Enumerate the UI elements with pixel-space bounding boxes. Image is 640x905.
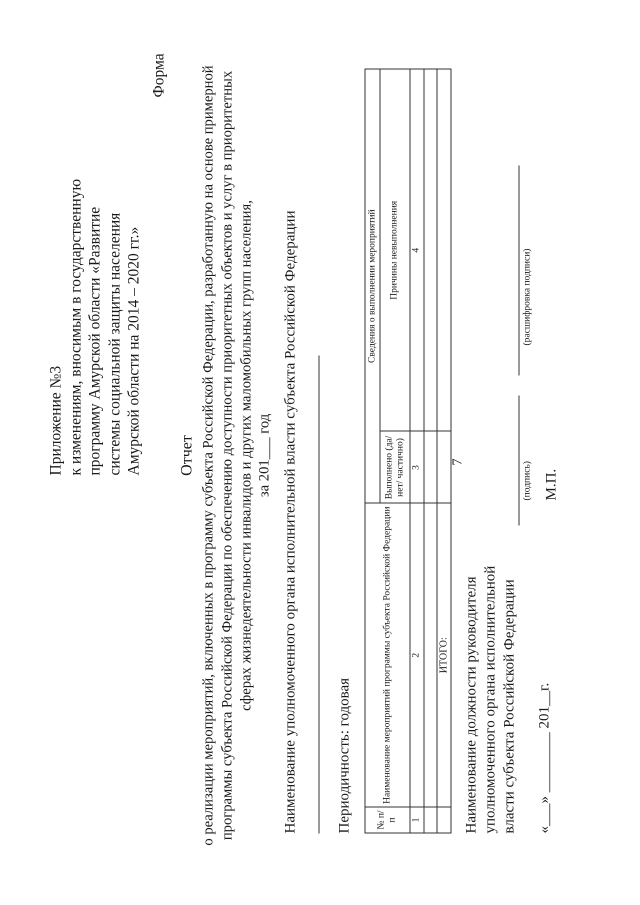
appendix-line: к изменениям, вносимым в государственную xyxy=(66,178,84,475)
table-cell xyxy=(424,807,437,833)
report-title: Отчет xyxy=(178,434,195,476)
signatory-line: власти субъекта Российской Федерации xyxy=(501,578,517,833)
header-reasons: Причины невыполнения xyxy=(380,69,410,432)
appendix-line: системы социальной защиты населения xyxy=(105,212,123,475)
appendix-line: программу Амурской области «Развитие xyxy=(86,206,103,475)
table-cell xyxy=(424,431,437,503)
table-cell xyxy=(437,807,451,833)
col-number: 2 xyxy=(410,503,424,807)
header-name: Наименование мероприятий программы субъекта Российской Федерации xyxy=(365,503,410,807)
date-field: «___» ________ 201__г. xyxy=(536,682,552,833)
col-number: 4 xyxy=(410,69,424,432)
total-label: ИТОГО: xyxy=(437,503,451,807)
table-cell xyxy=(437,69,451,432)
table-header-row xyxy=(365,69,380,833)
col-number: 3 xyxy=(410,431,424,503)
signatory-line: Наименование должности руководителя xyxy=(463,575,479,833)
appendix-line: Амурской области на 2014 – 2020 гг.» xyxy=(125,226,142,475)
signature-underline xyxy=(518,395,519,525)
report-table xyxy=(364,68,451,833)
table-total-row xyxy=(437,69,451,833)
appendix-block xyxy=(46,178,144,475)
form-label: Форма xyxy=(150,52,167,97)
periodicity-label: Периодичность: годовая xyxy=(336,677,352,833)
organ-name-underline xyxy=(318,355,319,833)
report-line: о реализации мероприятий, включенных в программу субъекта Российской Федерации, разработанную на основе примерной xyxy=(200,64,216,846)
table-cell xyxy=(424,69,437,432)
organ-name-label: Наименование уполномоченного органа исполнительной власти субъекта Российской Федерации xyxy=(282,210,298,833)
report-line: программы субъекта Российской Федерации по обеспечению доступности приоритетных объектов и услуг в приоритетных xyxy=(219,70,235,840)
appendix-line: Приложение №3 xyxy=(47,365,64,475)
signatory-line: уполномоченного органа исполнительной xyxy=(482,565,498,833)
table-column-numbers-row xyxy=(410,69,424,833)
header-done: Выполнено (да/нет/ частично) xyxy=(380,431,410,503)
signature-decode-caption: (расшифровка подписи) xyxy=(522,248,532,345)
signature-decode-underline xyxy=(518,165,519,375)
signature-caption: (подпись) xyxy=(522,460,532,500)
header-info-group: Сведения о выполнении мероприятий xyxy=(365,69,380,503)
table-cell xyxy=(437,431,451,503)
stamp-place: М.П. xyxy=(543,468,559,500)
page-number: 7 xyxy=(450,458,465,465)
report-line: сферах жизнедеятельности инвалидов и других маломобильных групп населения, xyxy=(238,199,254,711)
header-num: № п/п xyxy=(365,807,410,833)
table-empty-row xyxy=(424,69,437,833)
signatory-position xyxy=(462,565,519,833)
report-period-line: за 201___ год xyxy=(256,413,272,497)
table-cell xyxy=(424,503,437,807)
col-number: 1 xyxy=(410,807,424,833)
